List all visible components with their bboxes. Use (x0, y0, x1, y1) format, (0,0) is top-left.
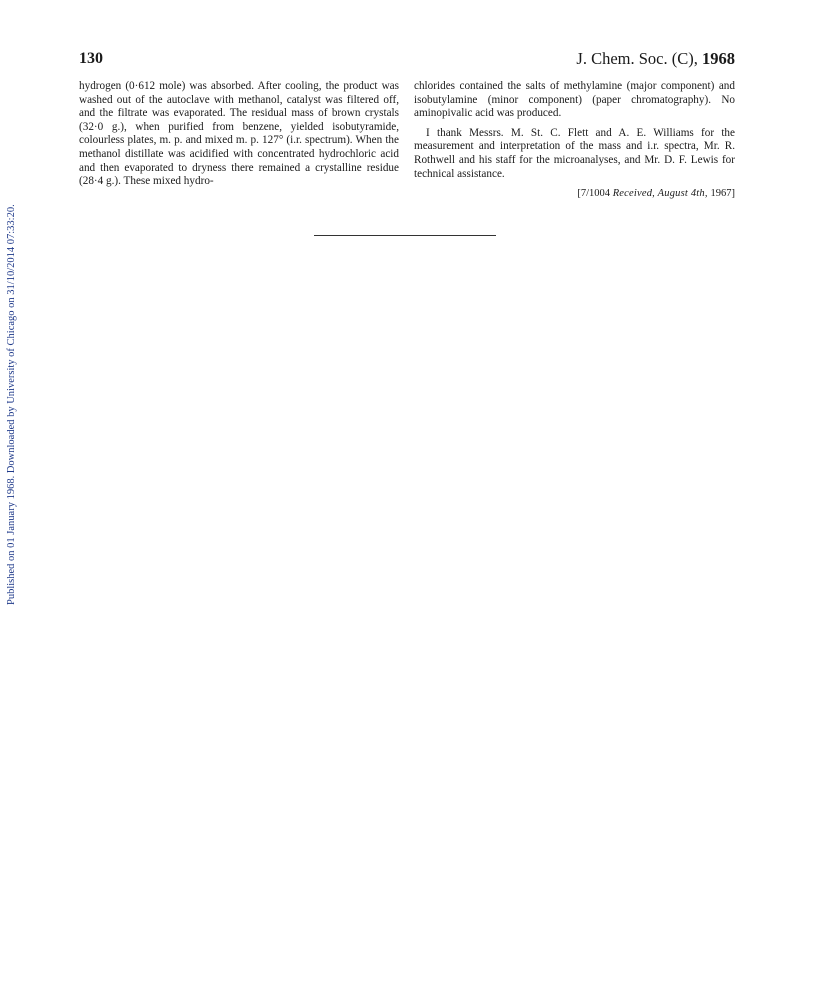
received-date: Received, August 4th, (612, 188, 711, 200)
received-year: 1967] (710, 188, 735, 200)
right-column (414, 80, 735, 201)
end-rule (314, 235, 496, 236)
journal-title: J. Chem. Soc. (C), (576, 49, 702, 68)
download-notice-text: Published on 01 January 1968. Downloaded by University of Chicago on 31/10/2014 07:33:20. (6, 204, 17, 605)
reference-number: [7/1004 (577, 188, 613, 200)
journal-year: 1968 (702, 49, 735, 68)
acknowledgement-paragraph: I thank Messrs. M. St. C. Flett and A. E. Williams for the measurement and interpretation of the mass and i.r. spectra, Mr. R. Rothwell and his staff for the microanalyses, and Mr. D. F. Lewis for technical assistance. (414, 126, 735, 180)
right-paragraph-1: chlorides contained the salts of methylamine (major component) and isobutylamine (minor component) (paper chromatography). No aminopivalic acid was produced. (414, 80, 735, 120)
download-notice (5, 160, 19, 605)
left-paragraph: hydrogen (0·612 mole) was absorbed. After cooling, the product was washed out of the autoclave with methanol, catalyst was filtered off, and the filtrate was evaporated. The residual mass of brown crystals (32·0 g.), when purified from benzene, yielded isobutyramide, colourless plates, m. p. and mixed m. p. 127° (i.r. spectrum). When the methanol distillate was acidified with concentrated hydrochloric acid and then evaporated to dryness there remained a crystalline residue (28·4 g.). These mixed hydro- (79, 80, 399, 188)
received-line (414, 187, 735, 201)
journal-header (576, 49, 735, 69)
page-number: 130 (79, 50, 103, 67)
left-column (79, 80, 399, 189)
